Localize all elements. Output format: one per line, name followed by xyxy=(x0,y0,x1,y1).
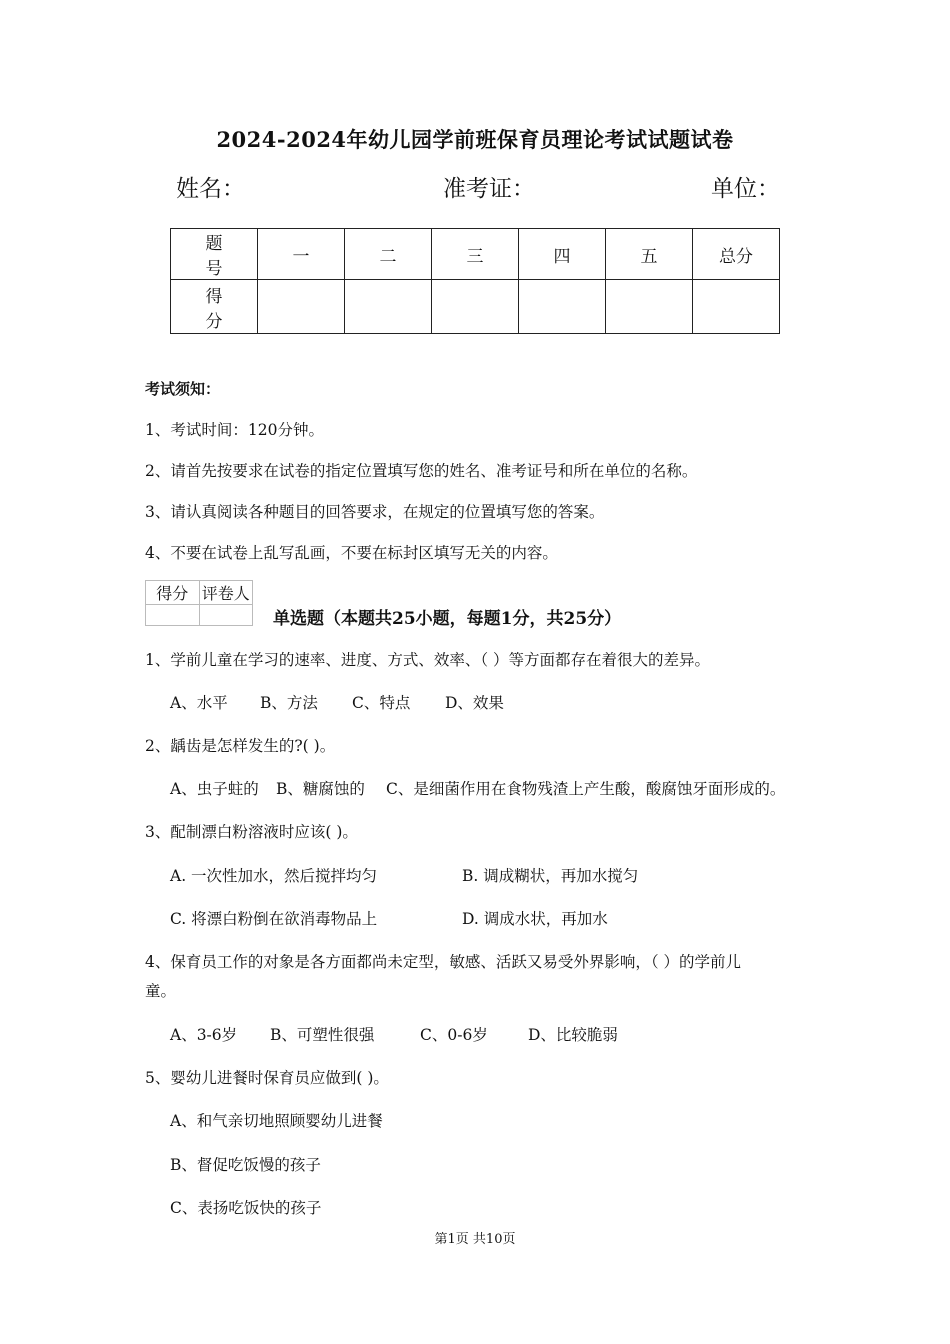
question-option: B、方法 xyxy=(260,694,318,712)
question-option: D、比较脆弱 xyxy=(528,1026,618,1044)
question-option: C、表扬吃饭快的孩子 xyxy=(170,1199,322,1217)
unit-label: 单位： xyxy=(711,176,780,202)
question-option: B、可塑性很强 xyxy=(270,1026,375,1044)
score-cell[interactable] xyxy=(693,280,780,334)
question-option: D. 调成水状，再加水 xyxy=(462,910,608,928)
grader-score-label: 得分 xyxy=(146,581,200,605)
question-option: C、是细菌作用在食物残渣上产生酸，酸腐蚀牙面形成的。 xyxy=(386,780,786,798)
score-table xyxy=(170,228,780,334)
question-option: A、虫子蛀的 xyxy=(170,780,259,798)
question-option: A、和气亲切地照顾婴幼儿进餐 xyxy=(170,1112,383,1130)
score-cell[interactable] xyxy=(519,280,606,334)
grader-box xyxy=(145,580,253,626)
grader-name-label: 评卷人 xyxy=(199,581,253,605)
question-stem: 5、婴幼儿进餐时保育员应做到( )。 xyxy=(145,1069,389,1087)
score-table-score-label: 得分 xyxy=(171,280,258,334)
score-table-header-label: 题号 xyxy=(171,229,258,280)
question-stem: 1、学前儿童在学习的速率、进度、方式、效率、（ ）等方面都存在着很大的差异。 xyxy=(145,651,711,669)
exam-id-label: 准考证： xyxy=(443,176,535,202)
grader-score-cell[interactable] xyxy=(146,605,200,626)
question-option: A. 一次性加水，然后搅拌均匀 xyxy=(170,867,378,885)
question-option: A、水平 xyxy=(170,694,228,712)
question-stem: 3、配制漂白粉溶液时应该( )。 xyxy=(145,823,358,841)
score-cell[interactable] xyxy=(345,280,432,334)
question-option: B、督促吃饭慢的孩子 xyxy=(170,1156,321,1174)
question-stem: 4、保育员工作的对象是各方面都尚未定型，敏感、活跃又易受外界影响，（ ）的学前儿 xyxy=(145,953,742,971)
question-option: D、效果 xyxy=(445,694,504,712)
score-cell[interactable] xyxy=(258,280,345,334)
grader-name-cell[interactable] xyxy=(199,605,253,626)
score-cell[interactable] xyxy=(606,280,693,334)
name-label: 姓名： xyxy=(176,176,245,202)
question-option: B、糖腐蚀的 xyxy=(276,780,365,798)
score-column-1: 一 xyxy=(258,229,345,280)
notice-item: 2、请首先按要求在试卷的指定位置填写您的姓名、准考证号和所在单位的名称。 xyxy=(145,462,698,480)
question-stem-continued: 童。 xyxy=(145,982,177,1000)
question-option: C. 将漂白粉倒在欲消毒物品上 xyxy=(170,910,378,928)
question-stem: 2、龋齿是怎样发生的?( )。 xyxy=(145,737,336,755)
section-title: 单选题（本题共25小题，每题1分，共25分） xyxy=(273,609,622,629)
question-option: C、特点 xyxy=(352,694,411,712)
notice-item: 4、不要在试卷上乱写乱画，不要在标封区填写无关的内容。 xyxy=(145,544,558,562)
score-cell[interactable] xyxy=(432,280,519,334)
question-option: C、0-6岁 xyxy=(420,1026,488,1044)
page-footer: 第1页 共10页 xyxy=(434,1232,516,1247)
page-title: 2024-2024年幼儿园学前班保育员理论考试试题试卷 xyxy=(216,127,734,152)
score-column-5: 五 xyxy=(606,229,693,280)
notice-item: 1、考试时间：120分钟。 xyxy=(145,421,324,439)
question-option: A、3-6岁 xyxy=(170,1026,238,1044)
score-column-4: 四 xyxy=(519,229,606,280)
notice-item: 3、请认真阅读各种题目的回答要求，在规定的位置填写您的答案。 xyxy=(145,503,605,521)
score-column-total: 总分 xyxy=(693,229,780,280)
score-column-3: 三 xyxy=(432,229,519,280)
notice-title: 考试须知： xyxy=(145,380,221,398)
score-column-2: 二 xyxy=(345,229,432,280)
question-option: B. 调成糊状，再加水搅匀 xyxy=(462,867,639,885)
